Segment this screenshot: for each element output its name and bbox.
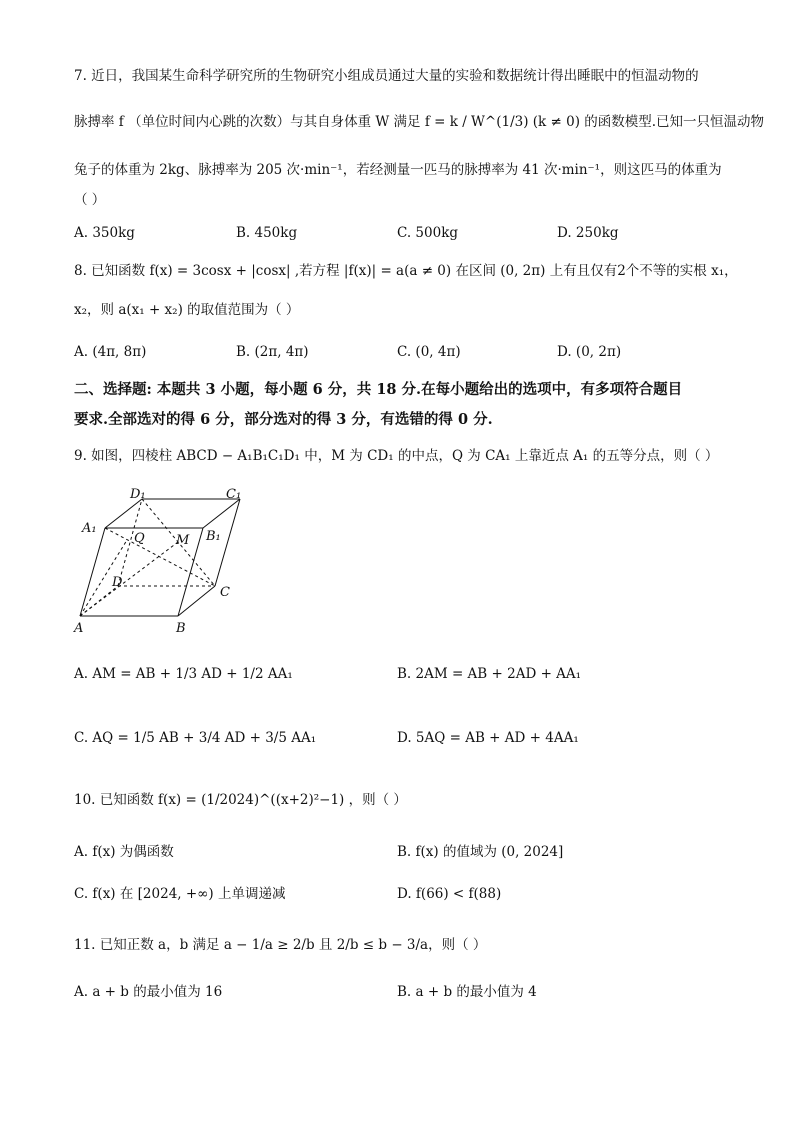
q7-option-a: A. 350kg bbox=[74, 225, 135, 241]
q7-option-c: C. 500kg bbox=[397, 225, 459, 241]
q7-line-2: 脉搏率 f （单位时间内心跳的次数）与其自身体重 W 满足 f = k / W^(1/3) (k ≠ 0) 的函数模型.已知一只恒温动物 bbox=[74, 114, 765, 130]
section-2-heading-line-2: 要求.全部选对的得 6 分，部分选对的得 3 分，有选错的得 0 分. bbox=[74, 411, 493, 428]
label-c1: C₁ bbox=[226, 487, 242, 502]
q11-option-b: B. a + b 的最小值为 4 bbox=[397, 984, 537, 1000]
q8-line-1: 8. 已知函数 f(x) = 3cosx + |cosx| ,若方程 |f(x)| = a(a ≠ 0) 在区间 (0, 2π) 上有且仅有2个不等的实根 x₁， bbox=[74, 263, 738, 279]
q8-option-b: B. (2π, 4π) bbox=[236, 344, 309, 360]
q9-option-b: B. 2AM = AB + 2AD + AA₁ bbox=[397, 666, 582, 682]
q8-option-d: D. (0, 2π) bbox=[557, 344, 622, 360]
q9-option-c: C. AQ = 1/5 AB + 3/4 AD + 3/5 AA₁ bbox=[74, 730, 317, 746]
q7-option-b: B. 450kg bbox=[236, 225, 298, 241]
q7-line-4: （ ） bbox=[74, 192, 106, 208]
q11-line-1: 11. 已知正数 a，b 满足 a − 1/a ≥ 2/b 且 2/b ≤ b − 3/a，则（ ） bbox=[74, 937, 487, 953]
label-d1: D₁ bbox=[130, 487, 146, 502]
q7-line-3: 兔子的体重为 2kg、脉搏率为 205 次·min⁻¹，若经测量一匹马的脉搏率为 41 次·min⁻¹，则这匹马的体重为 bbox=[74, 162, 722, 178]
q10-option-c: C. f(x) 在 [2024, +∞) 上单调递减 bbox=[74, 886, 286, 902]
q9-option-a: A. AM = AB + 1/3 AD + 1/2 AA₁ bbox=[74, 666, 293, 682]
q9-option-d: D. 5AQ = AB + AD + 4AA₁ bbox=[397, 730, 579, 746]
label-c: C bbox=[220, 585, 230, 600]
label-a1: A₁ bbox=[82, 521, 97, 536]
label-d: D bbox=[112, 575, 123, 590]
q10-option-b: B. f(x) 的值域为 (0, 2024] bbox=[397, 844, 564, 860]
label-m: M bbox=[176, 533, 190, 548]
q11-option-a: A. a + b 的最小值为 16 bbox=[74, 984, 223, 1000]
label-b1: B₁ bbox=[206, 529, 221, 544]
section-2-heading-line-1: 二、选择题: 本题共 3 小题，每小题 6 分，共 18 分.在每小题给出的选项中，有多项符合题目 bbox=[74, 381, 683, 398]
q7-line-1: 7. 近日，我国某生命科学研究所的生物研究小组成员通过大量的实验和数据统计得出睡眠中的恒温动物的 bbox=[74, 68, 699, 84]
q10-option-d: D. f(66) < f(88) bbox=[397, 886, 502, 902]
label-q: Q bbox=[134, 531, 145, 546]
q8-option-c: C. (0, 4π) bbox=[397, 344, 461, 360]
q8-option-a: A. (4π, 8π) bbox=[74, 344, 147, 360]
q9-line-1: 9. 如图，四棱柱 ABCD − A₁B₁C₁D₁ 中，M 为 CD₁ 的中点，Q 为 CA₁ 上靠近点 A₁ 的五等分点，则（ ） bbox=[74, 448, 719, 464]
label-a: A bbox=[74, 621, 84, 636]
q10-option-a: A. f(x) 为偶函数 bbox=[74, 844, 174, 860]
q8-line-2: x₂，则 a(x₁ + x₂) 的取值范围为（ ） bbox=[74, 302, 300, 318]
q10-line-1: 10. 已知函数 f(x) = (1/2024)^((x+2)²−1) ，则（ ） bbox=[74, 792, 407, 808]
label-b: B bbox=[176, 621, 186, 636]
q7-option-d: D. 250kg bbox=[557, 225, 619, 241]
prism-figure bbox=[70, 486, 245, 638]
